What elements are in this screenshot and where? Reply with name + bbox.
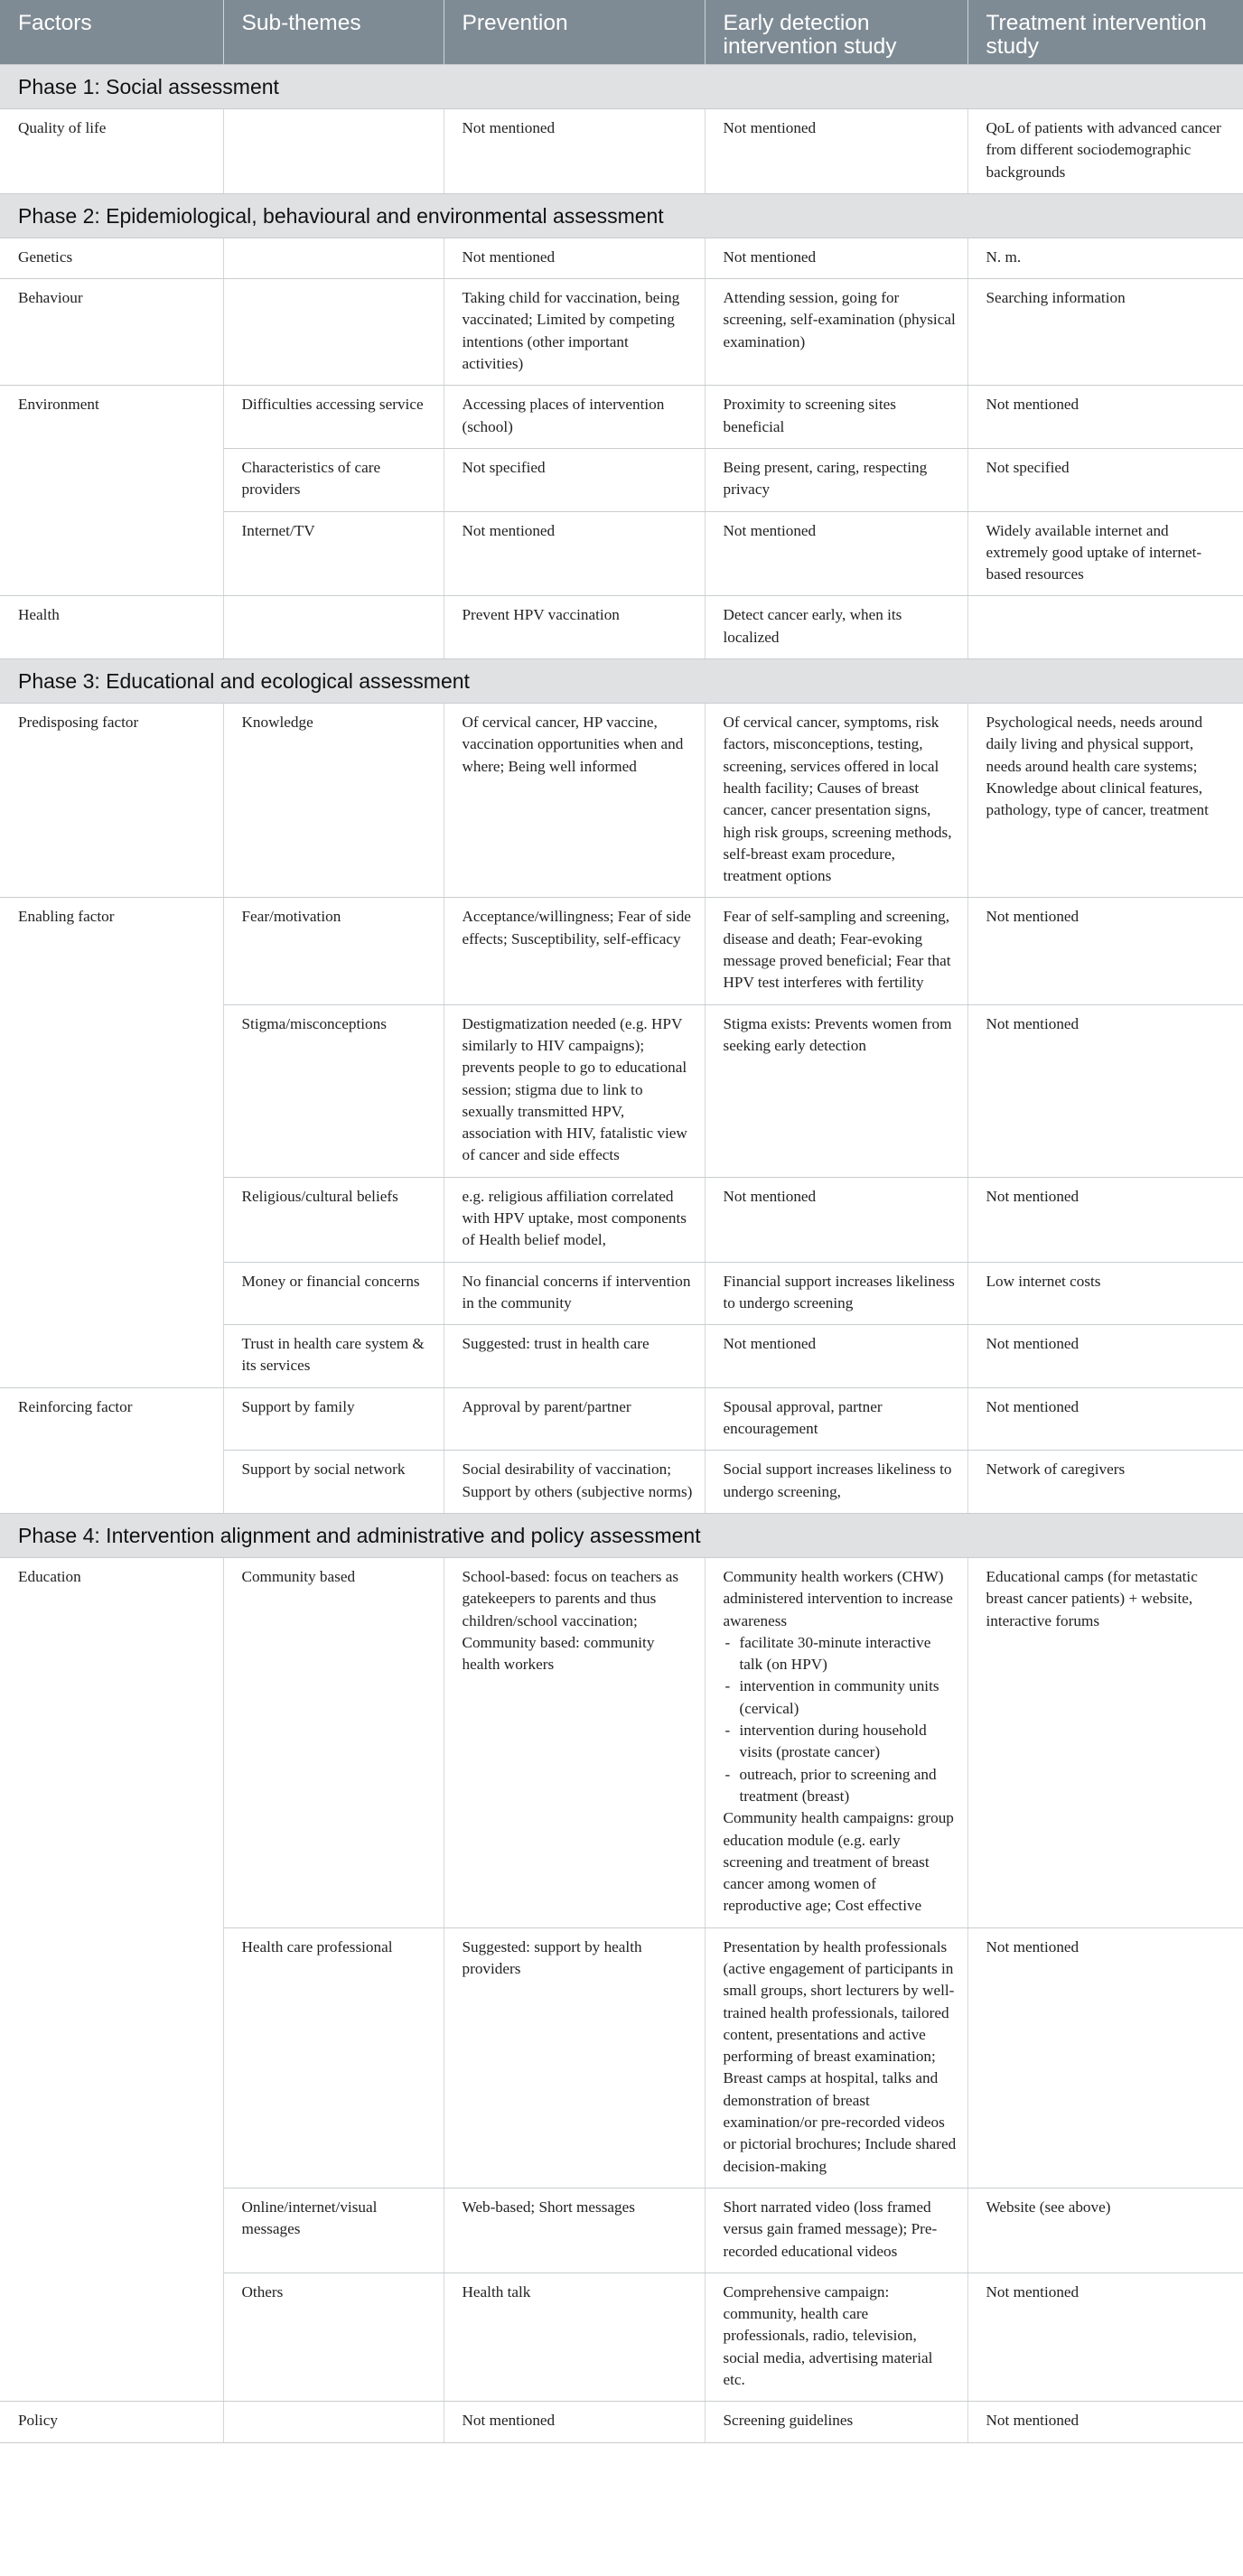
prevention-cell: Prevent HPV vaccination — [444, 596, 705, 659]
prevention-cell: Destigmatization needed (e.g. HPV similarly to HIV campaigns); prevents people to go to educational session; stigma due to link to sexually transmitted HPV, association with HIV, fatalistic view of cancer and side effects — [444, 1004, 705, 1177]
table-row — [0, 279, 1243, 386]
table-row — [0, 898, 1243, 1004]
early-detection-cell: Proximity to screening sites beneficial — [705, 386, 967, 449]
list-item: - outreach, prior to screening and treatment (breast) — [724, 1764, 957, 1808]
prevention-cell: Taking child for vaccination, being vaccinated; Limited by competing intentions (other important activities) — [444, 279, 705, 386]
table-row — [0, 704, 1243, 898]
sub-theme-cell: Fear/motivation — [223, 898, 444, 1004]
table-row — [0, 596, 1243, 659]
early-detection-cell: Being present, caring, respecting privacy — [705, 448, 967, 511]
prevention-cell: Accessing places of intervention (school) — [444, 386, 705, 449]
prevention-cell: School-based: focus on teachers as gatekeepers to parents and thus children/school vaccination; Community based: community health workers — [444, 1557, 705, 1927]
factor-cell: Genetics — [0, 238, 223, 278]
factor-cell: Education — [0, 1557, 223, 2401]
table-header — [0, 0, 1243, 65]
treatment-cell: Psychological needs, needs around daily living and physical support, needs around health care systems; Knowledge about clinical features, pathology, type of cancer, treatment — [967, 704, 1243, 898]
table-row — [0, 238, 1243, 278]
prevention-cell: Not mentioned — [444, 109, 705, 194]
early-detection-cell: Presentation by health professionals (active engagement of participants in small groups, short lecturers by well-trained health professionals, tailored content, presentations and active performing of breast examination; Breast camps at hospital, talks and demonstration of breast examination/or pre-recorded videos or pictorial brochures; Include shared decision-making — [705, 1927, 967, 2188]
prevention-cell: Health talk — [444, 2273, 705, 2401]
phase-row — [0, 193, 1243, 238]
prevention-cell: Not mentioned — [444, 511, 705, 596]
list-item: - intervention in community units (cervical) — [724, 1675, 957, 1720]
early-detection-cell: Not mentioned — [705, 238, 967, 278]
prevention-cell: Not specified — [444, 448, 705, 511]
early-detection-text: Community health campaigns: group education module (e.g. early screening and treatment of breast cancer among women of reproductive age; Cost effective — [723, 1809, 954, 1915]
treatment-cell: Not mentioned — [967, 898, 1243, 1004]
prevention-cell: Approval by parent/partner — [444, 1387, 705, 1451]
sub-theme-cell — [223, 596, 444, 659]
early-detection-cell: Fear of self-sampling and screening, disease and death; Fear-evoking message proved beneficial; Fear that HPV test interferes with fertility — [705, 898, 967, 1004]
sub-theme-cell: Online/internet/visual messages — [223, 2188, 444, 2273]
list-item: - facilitate 30-minute interactive talk (on HPV) — [724, 1632, 957, 1676]
early-detection-cell: Spousal approval, partner encouragement — [705, 1387, 967, 1451]
early-detection-cell: Not mentioned — [705, 109, 967, 194]
sub-theme-cell: Religious/cultural beliefs — [223, 1177, 444, 1262]
sub-theme-cell: Difficulties accessing service — [223, 386, 444, 449]
early-detection-cell: Of cervical cancer, symptoms, risk factors, misconceptions, testing, screening, services offered in local health facility; Causes of breast cancer, cancer presentation signs, high risk groups, screening methods, self-breast exam procedure, treatment options — [705, 704, 967, 898]
early-detection-cell: Financial support increases likeliness to undergo screening — [705, 1262, 967, 1325]
treatment-cell: Widely available internet and extremely good uptake of internet-based resources — [967, 511, 1243, 596]
factor-cell: Health — [0, 596, 223, 659]
factor-cell: Reinforcing factor — [0, 1387, 223, 1513]
factor-cell: Behaviour — [0, 279, 223, 386]
list-item: - intervention during household visits (prostate cancer) — [724, 1720, 957, 1764]
phase-title: Phase 2: Epidemiological, behavioural and environmental assessment — [0, 193, 1243, 238]
sub-theme-cell: Money or financial concerns — [223, 1262, 444, 1325]
phase-row — [0, 1513, 1243, 1557]
treatment-cell: Educational camps (for metastatic breast cancer patients) + website, interactive forums — [967, 1557, 1243, 1927]
treatment-cell: Network of caregivers — [967, 1451, 1243, 1514]
header-early-detection: Early detection intervention study — [705, 0, 967, 65]
header-sub-themes: Sub-themes — [223, 0, 444, 65]
phase-title: Phase 1: Social assessment — [0, 65, 1243, 109]
factor-cell: Predisposing factor — [0, 704, 223, 898]
treatment-cell: Not mentioned — [967, 2402, 1243, 2442]
factor-cell: Enabling factor — [0, 898, 223, 1387]
treatment-cell: Not mentioned — [967, 1927, 1243, 2188]
treatment-cell: Not mentioned — [967, 1004, 1243, 1177]
sub-theme-cell: Health care professional — [223, 1927, 444, 2188]
early-detection-cell: Not mentioned — [705, 1325, 967, 1388]
sub-theme-cell — [223, 279, 444, 386]
treatment-cell — [967, 596, 1243, 659]
phase-row — [0, 65, 1243, 109]
table-row — [0, 109, 1243, 194]
header-prevention: Prevention — [444, 0, 705, 65]
factor-cell: Policy — [0, 2402, 223, 2442]
treatment-cell: Not mentioned — [967, 1177, 1243, 1262]
treatment-cell: N. m. — [967, 238, 1243, 278]
prevention-cell: e.g. religious affiliation correlated with HPV uptake, most components of Health belief model, — [444, 1177, 705, 1262]
early-detection-cell: Stigma exists: Prevents women from seeking early detection — [705, 1004, 967, 1177]
table-row — [0, 1557, 1243, 1927]
sub-theme-cell: Community based — [223, 1557, 444, 1927]
early-detection-cell: Social support increases likeliness to undergo screening, — [705, 1451, 967, 1514]
table-row — [0, 386, 1243, 449]
phase-title: Phase 4: Intervention alignment and administrative and policy assessment — [0, 1513, 1243, 1557]
early-detection-cell: Not mentioned — [705, 511, 967, 596]
phase-row — [0, 659, 1243, 704]
sub-theme-cell: Characteristics of care providers — [223, 448, 444, 511]
sub-theme-cell — [223, 109, 444, 194]
sub-theme-cell: Support by social network — [223, 1451, 444, 1514]
sub-theme-cell — [223, 238, 444, 278]
header-row — [0, 0, 1243, 65]
prevention-cell: Acceptance/willingness; Fear of side effects; Susceptibility, self-efficacy — [444, 898, 705, 1004]
early-detection-cell: Attending session, going for screening, self-examination (physical examination) — [705, 279, 967, 386]
phase-title: Phase 3: Educational and ecological assessment — [0, 659, 1243, 704]
early-detection-cell: Screening guidelines — [705, 2402, 967, 2442]
prevention-cell: Not mentioned — [444, 2402, 705, 2442]
prevention-cell: Suggested: trust in health care — [444, 1325, 705, 1388]
sub-theme-cell: Others — [223, 2273, 444, 2401]
prevention-cell: Suggested: support by health providers — [444, 1927, 705, 2188]
table-body — [0, 65, 1243, 2443]
treatment-cell: Not mentioned — [967, 386, 1243, 449]
table-row — [0, 1387, 1243, 1451]
early-detection-cell: Comprehensive campaign: community, health care professionals, radio, television, social media, advertising material etc. — [705, 2273, 967, 2401]
treatment-cell: Not mentioned — [967, 1387, 1243, 1451]
treatment-cell: Not mentioned — [967, 2273, 1243, 2401]
header-treatment: Treatment intervention study — [967, 0, 1243, 65]
prevention-cell: Of cervical cancer, HP vaccine, vaccination opportunities when and where; Being well informed — [444, 704, 705, 898]
sub-theme-cell: Trust in health care system & its services — [223, 1325, 444, 1388]
header-factors: Factors — [0, 0, 223, 65]
sub-theme-cell: Internet/TV — [223, 511, 444, 596]
factor-cell: Quality of life — [0, 109, 223, 194]
treatment-cell: Low internet costs — [967, 1262, 1243, 1325]
treatment-cell: Not mentioned — [967, 1325, 1243, 1388]
prevention-cell: Social desirability of vaccination; Support by others (subjective norms) — [444, 1451, 705, 1514]
prevention-cell: Not mentioned — [444, 238, 705, 278]
treatment-cell: Searching information — [967, 279, 1243, 386]
prevention-cell: No financial concerns if intervention in the community — [444, 1262, 705, 1325]
early-detection-cell: Detect cancer early, when its localized — [705, 596, 967, 659]
early-detection-cell: Not mentioned — [705, 1177, 967, 1262]
early-detection-text: Community health workers (CHW) administered intervention to increase awareness — [723, 1567, 953, 1629]
treatment-cell: QoL of patients with advanced cancer from different sociodemographic backgrounds — [967, 109, 1243, 194]
sub-theme-cell: Support by family — [223, 1387, 444, 1451]
sub-theme-cell — [223, 2402, 444, 2442]
treatment-cell: Not specified — [967, 448, 1243, 511]
early-detection-list — [724, 1632, 957, 1807]
table-row — [0, 2402, 1243, 2442]
prevention-cell: Web-based; Short messages — [444, 2188, 705, 2273]
sub-theme-cell: Knowledge — [223, 704, 444, 898]
early-detection-cell — [705, 1557, 967, 1927]
factor-cell: Environment — [0, 386, 223, 596]
early-detection-cell: Short narrated video (loss framed versus gain framed message); Pre-recorded educational videos — [705, 2188, 967, 2273]
treatment-cell: Website (see above) — [967, 2188, 1243, 2273]
sub-theme-cell: Stigma/misconceptions — [223, 1004, 444, 1177]
